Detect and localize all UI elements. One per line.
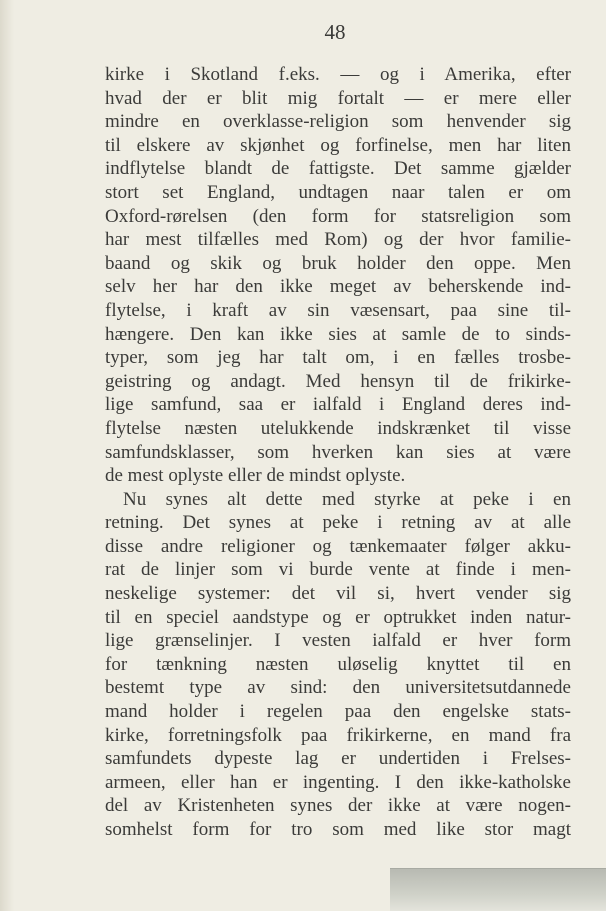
text-line: retning. Det synes at peke i retning av at alle [105, 512, 571, 534]
text-line: kirke, forretningsfolk paa frikirkerne, en mand fra [105, 724, 571, 746]
text-line: disse andre religioner og tænkemaater følger akku- [105, 535, 571, 557]
text-line: bestemt type av sind: den universitetsutdannede [105, 677, 571, 699]
text-line: til en speciel aandstype og er optrukket inden natur- [105, 606, 571, 628]
text-line: til elskere av skjønhet og forfinelse, men har liten [105, 134, 571, 156]
text-line: kirke i Skotland f.eks. — og i Amerika, efter [105, 64, 571, 85]
text-line: for tænkning næsten uløselig knyttet til en [105, 653, 571, 675]
page-number: 48 [324, 20, 346, 44]
text-line: Nu synes alt dette med styrke at peke i en [123, 488, 571, 510]
text-line: somhelst form for tro som med like stor magt [105, 819, 571, 840]
text-line: del av Kristenheten synes der ikke at være nogen- [105, 795, 571, 817]
body-text [105, 63, 571, 842]
text-line: de mest oplyste eller de mindst oplyste. [105, 465, 406, 487]
text-line: neskelige systemer: det vil si, hvert vender sig [105, 583, 571, 605]
text-line: stort set England, undtagen naar talen er om [105, 181, 571, 203]
text-line: samfundsklasser, som hverken kan sies at være [105, 441, 571, 463]
text-line: hvad der er blit mig fortalt — er mere eller [105, 87, 571, 109]
scan-artifact [390, 868, 606, 911]
text-line: samfundets dypeste lag er undertiden i Frelses- [105, 748, 571, 770]
text-line: flytelse, i kraft av sin væsensart, paa sine til- [105, 299, 571, 321]
text-line: hængere. Den kan ikke sies at samle de to sinds- [105, 323, 571, 345]
text-line: flytelse næsten utelukkende indskrænket til visse [105, 417, 571, 439]
text-line: rat de linjer som vi burde vente at finde i men- [105, 559, 571, 581]
text-line: geistring og andagt. Med hensyn til de frikirke- [105, 370, 571, 392]
text-line: Oxford-rørelsen (den form for statsreligion som [105, 205, 571, 227]
text-line: typer, som jeg har talt om, i en fælles trosbe- [105, 347, 571, 369]
text-line: lige grænselinjer. I vesten ialfald er hver form [105, 630, 571, 652]
text-line: baand og skik og bruk holder den oppe. Men [105, 252, 571, 274]
text-line: armeen, eller han er ingenting. I den ikke-katholske [105, 771, 571, 793]
text-line: lige samfund, saa er ialfald i England deres ind- [105, 394, 571, 416]
text-line: selv her har den ikke meget av beherskende ind- [105, 276, 571, 298]
text-line: mindre en overklasse-religion som henvender sig [105, 111, 571, 133]
text-line: indflytelse blandt de fattigste. Det samme gjælder [105, 158, 571, 180]
text-line: mand holder i regelen paa den engelske stats- [105, 701, 571, 723]
text-line: har mest tilfælles med Rom) og der hvor familie- [105, 229, 571, 251]
